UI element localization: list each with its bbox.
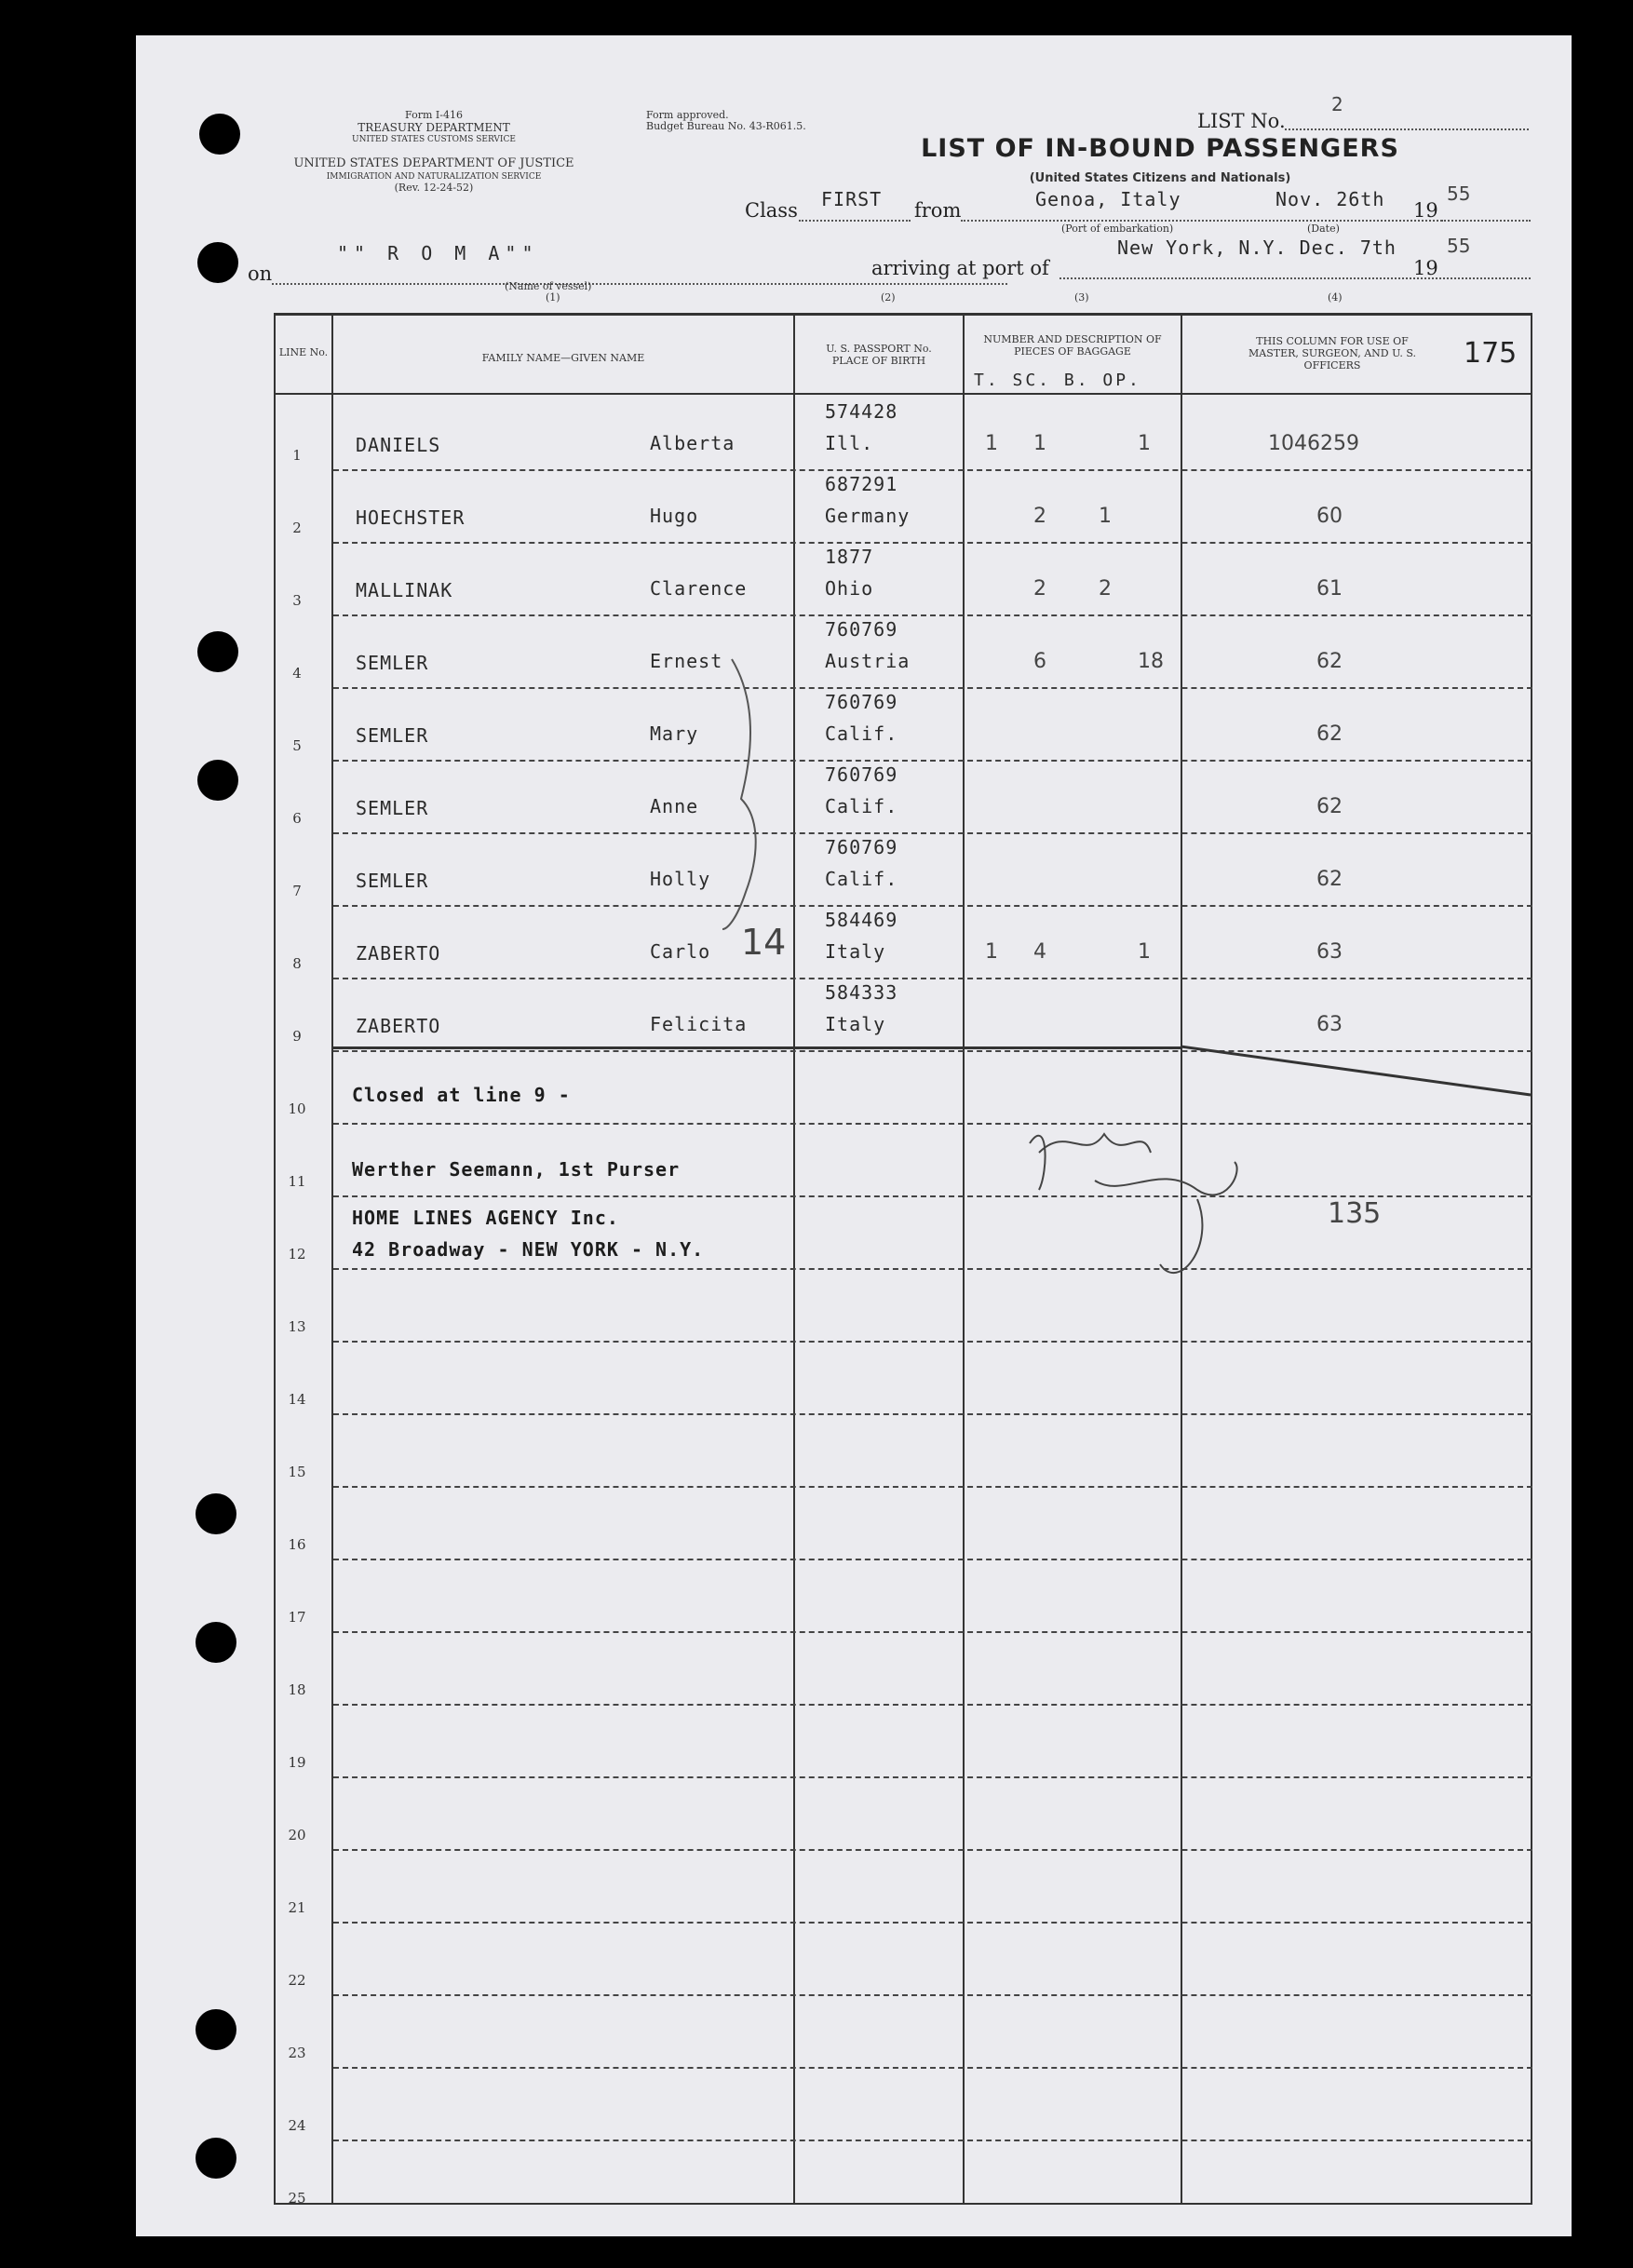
row-separator [333,978,1532,979]
baggage-b: 1 [1099,505,1112,528]
baggage-b: 2 [1099,577,1112,601]
line-number: 5 [292,737,302,754]
form-revision: (Rev. 12-24-52) [394,182,474,194]
passport-number: 760769 [825,691,898,713]
punch-hole [197,760,238,801]
punch-hole [196,1493,236,1534]
passenger-family-name: MALLINAK [356,579,453,601]
line-number: 11 [288,1173,306,1190]
row-separator [333,469,1532,471]
page-subtitle: (United States Citizens and Nationals) [1029,171,1291,185]
passenger-given-name: Alberta [650,432,736,454]
passenger-family-name: ZABERTO [356,942,441,965]
punch-hole [196,1622,236,1663]
passport-number: 760769 [825,763,898,786]
line-number: 4 [292,665,302,682]
port-embark-caption: (Port of embarkation) [1061,223,1174,235]
col-baggage-header: NUMBER AND DESCRIPTION OF PIECES OF BAGGAGE [983,333,1162,358]
line-number: 24 [288,2117,306,2134]
line-number: 10 [288,1100,306,1117]
row-separator [333,1268,1532,1270]
passenger-given-name: Ernest [650,650,723,672]
date-caption: (Date) [1307,223,1340,235]
row-separator [333,687,1532,689]
baggage-op: 1 [1138,940,1151,964]
baggage-sc: 1 [1033,432,1046,455]
line-number: 14 [288,1391,306,1408]
line-number: 16 [288,1536,306,1553]
caption-4: (4) [1328,291,1343,304]
row-separator [333,1994,1532,1996]
budget-bureau: Budget Bureau No. 43-R061.5. [646,120,806,132]
passenger-given-name: Carlo [650,940,711,963]
arriving-label: arriving at port of [871,257,1049,279]
form-approved: Form approved. [646,109,729,121]
passenger-given-name: Hugo [650,505,699,527]
line-number: 19 [288,1754,306,1771]
passenger-given-name: Felicita [650,1013,748,1035]
place-of-birth: Italy [825,940,886,963]
year2-value: 55 [1447,235,1471,257]
justice-dept: UNITED STATES DEPARTMENT OF JUSTICE [293,156,574,170]
baggage-op: 1 [1138,432,1151,455]
row-separator [333,1486,1532,1488]
row-separator [333,1704,1532,1706]
passenger-family-name: ZABERTO [356,1015,441,1037]
punch-hole [197,631,238,672]
row-separator [333,832,1532,834]
officer-note: 61 [1316,577,1343,601]
list-no-label: LIST No. [1197,110,1286,132]
on-label: on [248,263,273,285]
line-number: 2 [292,520,302,536]
passenger-given-name: Anne [650,795,699,817]
line-number: 17 [288,1609,306,1626]
baggage-sc: 4 [1033,940,1046,964]
line-number: 15 [288,1464,306,1480]
baggage-op: 18 [1138,650,1164,673]
row-separator [333,1849,1532,1851]
col-passport-header: U. S. PASSPORT No. PLACE OF BIRTH [826,343,932,367]
place-of-birth: Calif. [825,868,898,890]
row-separator [333,542,1532,544]
row-separator [333,1559,1532,1560]
passenger-given-name: Mary [650,722,699,745]
baggage-sc: 6 [1033,650,1046,673]
passport-number: 584469 [825,909,898,931]
from-value: Genoa, Italy [1035,188,1181,210]
line-number: 1 [292,447,302,464]
list-no-value: 2 [1331,93,1343,115]
treasury-dept: TREASURY DEPARTMENT [358,121,510,134]
vessel-value: "" R O M A"" [337,242,539,264]
baggage-t: 1 [985,940,998,964]
closed-note: Closed at line 9 - [352,1084,571,1106]
officer-note: 62 [1316,722,1343,746]
officer-note: 62 [1316,795,1343,818]
passport-number: 760769 [825,836,898,858]
passport-number: 574428 [825,400,898,423]
arriving-value: New York, N.Y. Dec. 7th [1117,236,1397,259]
officer-note: 62 [1316,650,1343,673]
row-separator [333,1631,1532,1633]
place-of-birth: Italy [825,1013,886,1035]
place-of-birth: Austria [825,650,911,672]
customs-service: UNITED STATES CUSTOMS SERVICE [352,135,516,144]
row-separator [333,1123,1532,1125]
row-separator [333,614,1532,616]
place-of-birth: Germany [825,505,911,527]
page-title: LIST OF IN-BOUND PASSENGERS [921,134,1399,163]
passenger-given-name: Holly [650,868,711,890]
line-number: 20 [288,1827,306,1843]
line-number: 21 [288,1899,306,1916]
col-officers-header: THIS COLUMN FOR USE OF MASTER, SURGEON, AND U. S. OFFICERS [1248,335,1416,371]
from-date-value: Nov. 26th [1275,188,1385,210]
passport-number: 1877 [825,546,874,568]
page-number: 175 [1464,337,1518,370]
baggage-t: 1 [985,432,998,455]
row-separator [333,1922,1532,1924]
row-separator [333,2067,1532,2069]
officer-note: 62 [1316,868,1343,891]
class-value: FIRST [821,188,883,210]
baggage-sc: 2 [1033,505,1046,528]
line-number: 25 [288,2190,306,2207]
purser-note: Werther Seemann, 1st Purser [352,1158,681,1181]
line-number: 23 [288,2045,306,2061]
passenger-given-name: Clarence [650,577,748,600]
handwritten-number: 135 [1328,1197,1382,1230]
handwritten-age: 14 [741,922,787,963]
year-prefix-2: 19 [1413,257,1438,279]
baggage-codes: T. SC. B. OP. [974,371,1141,390]
signature [1011,1106,1253,1320]
line-number: 3 [292,592,302,609]
passenger-family-name: SEMLER [356,724,429,747]
line-number: 12 [288,1246,306,1262]
punch-hole [199,114,240,155]
row-separator [333,1341,1532,1343]
row-separator [333,2140,1532,2141]
row-separator [333,1776,1532,1778]
place-of-birth: Calif. [825,722,898,745]
passenger-family-name: SEMLER [356,870,429,892]
agency-note: HOME LINES AGENCY Inc. [352,1207,619,1229]
line-number: 6 [292,810,302,827]
passenger-family-name: SEMLER [356,652,429,674]
form-number: Form I-416 [405,109,463,121]
row-separator [333,1413,1532,1415]
passport-number: 584333 [825,981,898,1004]
line-number: 8 [292,955,302,972]
line-number: 22 [288,1972,306,1989]
row-separator [333,905,1532,907]
passport-number: 687291 [825,473,898,495]
family-bracket [722,650,778,938]
closing-stroke [1181,1037,1532,1112]
caption-2: (2) [881,291,896,304]
punch-hole [197,242,238,283]
caption-3: (3) [1074,291,1089,304]
address-note: 42 Broadway - NEW YORK - N.Y. [352,1238,705,1261]
officer-note: 63 [1316,1013,1343,1036]
place-of-birth: Ill. [825,432,874,454]
vessel-caption: (Name of vessel) [505,280,592,292]
class-label: Class [745,199,798,222]
officer-note: 60 [1316,505,1343,528]
baggage-sc: 2 [1033,577,1046,601]
line-number: 7 [292,883,302,899]
ins-service: IMMIGRATION AND NATURALIZATION SERVICE [326,172,542,182]
officer-note: 63 [1316,940,1343,964]
from-label: from [914,199,962,222]
punch-hole [196,2009,236,2050]
officer-note: 1046259 [1268,432,1359,455]
passenger-family-name: DANIELS [356,434,441,456]
row-separator [333,760,1532,762]
col-line-header: LINE No. [278,346,329,358]
line-number: 18 [288,1681,306,1698]
passenger-family-name: SEMLER [356,797,429,819]
caption-1: (1) [546,291,560,304]
passport-number: 760769 [825,618,898,641]
year-prefix: 19 [1413,199,1438,222]
col-name-header: FAMILY NAME—GIVEN NAME [481,352,645,364]
place-of-birth: Calif. [825,795,898,817]
line-number: 13 [288,1318,306,1335]
punch-hole [196,2138,236,2179]
line-number: 9 [292,1028,302,1045]
manifest-page [136,35,1572,2236]
year1-value: 55 [1447,182,1471,205]
passenger-family-name: HOECHSTER [356,506,466,529]
place-of-birth: Ohio [825,577,874,600]
